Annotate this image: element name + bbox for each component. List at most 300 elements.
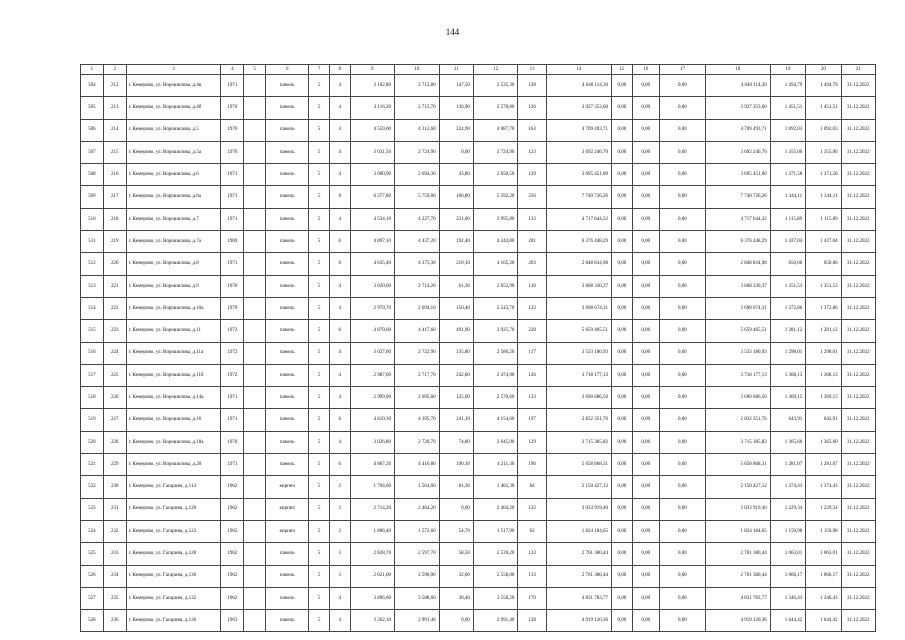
header-cell-floors: 7 — [309, 65, 330, 75]
cell-year-built: 1962 — [221, 498, 244, 520]
cell-living-area: 2 722,90 — [395, 342, 440, 364]
cell-cost-per-sqm: 1 351,53 — [770, 275, 805, 297]
cell-address: г. Кемерово, ул. Ворошилова, д.4в — [126, 75, 221, 97]
cell-col-16: 0,00 — [632, 141, 659, 163]
cell-year-built: 1971 — [221, 186, 244, 208]
cell-entrances: 8 — [329, 186, 350, 208]
cell-year-built: 1962 — [221, 543, 244, 565]
cell-wall-material: панель — [266, 97, 309, 119]
cell-col-15: 0,00 — [612, 431, 633, 453]
cell-cost-fund: 2 150 427,12 — [705, 476, 770, 498]
cell-residential-area: 2 474,90 — [473, 364, 518, 386]
cell-residents: 163 — [518, 119, 547, 141]
cell-living-area: 2 597,70 — [395, 543, 440, 565]
cell-house-id: 225 — [103, 364, 126, 386]
cell-col-17: 0,00 — [660, 231, 706, 253]
cell-cost-per-sqm: 1 372,86 — [770, 297, 805, 319]
cell-year-built: 1970 — [221, 297, 244, 319]
cell-house-id: 224 — [103, 342, 126, 364]
cell-col-15: 0,00 — [612, 320, 633, 342]
cell-entrances: 6 — [329, 320, 350, 342]
cell-living-area: 2 695,60 — [395, 387, 440, 409]
cell-total-area: 3 027,60 — [350, 342, 395, 364]
cell-col-17: 0,00 — [660, 498, 706, 520]
cell-cost-per-sqm: 1 494,79 — [770, 75, 805, 97]
cell-house-id: 226 — [103, 387, 126, 409]
cell-total-area: 4 810,30 — [350, 409, 395, 431]
cell-col-16: 0,00 — [632, 208, 659, 230]
cell-year-built: 1970 — [221, 97, 244, 119]
cell-year-built: 1970 — [221, 119, 244, 141]
cell-col-16: 0,00 — [632, 409, 659, 431]
cell-entrances: 4 — [329, 364, 350, 386]
cell-living-area: 2 712,80 — [395, 75, 440, 97]
cell-row-index: 519 — [81, 409, 104, 431]
cell-col-16: 0,00 — [632, 498, 659, 520]
cell-plan-date: 31.12.2022 — [841, 565, 875, 587]
cell-limit-per-sqm: 1 066,17 — [806, 565, 841, 587]
cell-residential-area: 3 925,70 — [473, 320, 518, 342]
cell-floors: 5 — [309, 275, 330, 297]
cell-limit-per-sqm: 1 159,98 — [806, 520, 841, 542]
cell-entrances: 6 — [329, 253, 350, 275]
cell-residents: 62 — [518, 520, 547, 542]
cell-plan-date: 31.12.2022 — [841, 476, 875, 498]
cell-residential-area: 3 558,20 — [473, 587, 518, 609]
cell-total-cost: 3 715 385,82 — [546, 431, 611, 453]
cell-cost-fund: 2 848 834,98 — [705, 253, 770, 275]
cell-cost-per-sqm: 1 437,04 — [770, 231, 805, 253]
header-cell-cost-fund: 18 — [705, 65, 770, 75]
cell-year-built: 1971 — [221, 75, 244, 97]
cell-total-area: 4 635,40 — [350, 253, 395, 275]
cell-col-15: 0,00 — [612, 97, 633, 119]
cell-house-id: 213 — [103, 97, 126, 119]
cell-col-16: 0,00 — [632, 476, 659, 498]
cell-residential-area: 1 517,90 — [473, 520, 518, 542]
cell-col-15: 0,00 — [612, 297, 633, 319]
cell-plan-date: 31.12.2022 — [841, 253, 875, 275]
cell-residents: 123 — [518, 141, 547, 163]
cell-residential-area: 2 578,80 — [473, 97, 518, 119]
cell-cost-per-sqm: 1 092,03 — [770, 119, 805, 141]
cell-cost-fund: 4 831 783,77 — [705, 587, 770, 609]
cell-col-5 — [244, 565, 266, 587]
cell-col-15: 0,00 — [612, 498, 633, 520]
cell-col-17: 0,00 — [660, 208, 706, 230]
cell-wall-material: панель — [266, 565, 309, 587]
cell-cost-per-sqm: 1 344,11 — [770, 186, 805, 208]
table-row — [81, 253, 876, 275]
table-row — [81, 275, 876, 297]
cell-total-cost: 4 919 120,36 — [546, 610, 611, 632]
cell-limit-per-sqm: 643,91 — [806, 409, 841, 431]
cell-address: г. Кемерово, ул. Ворошилова, д.16 — [126, 409, 221, 431]
cell-entrances: 4 — [329, 119, 350, 141]
cell-col-15: 0,00 — [612, 587, 633, 609]
cell-year-built: 1962 — [221, 587, 244, 609]
cell-nonliving-area: 125,00 — [439, 387, 473, 409]
cell-cost-fund: 3 695 451,00 — [705, 164, 770, 186]
cell-col-16: 0,00 — [632, 231, 659, 253]
cell-nonliving-area: 166,80 — [439, 186, 473, 208]
table-row — [81, 454, 876, 476]
cell-residents: 129 — [518, 431, 547, 453]
cell-col-15: 0,00 — [612, 476, 633, 498]
cell-total-area: 3 262,10 — [350, 610, 395, 632]
header-cell-address: 3 — [126, 65, 221, 75]
table-row — [81, 208, 876, 230]
cell-cost-per-sqm: 1 159,98 — [770, 520, 805, 542]
cell-total-cost: 2 848 834,98 — [546, 253, 611, 275]
cell-row-index: 507 — [81, 141, 104, 163]
cell-col-17: 0,00 — [660, 520, 706, 542]
cell-living-area: 2 717,70 — [395, 364, 440, 386]
cell-plan-date: 31.12.2022 — [841, 610, 875, 632]
cell-living-area: 4 395,70 — [395, 409, 440, 431]
cell-col-16: 0,00 — [632, 164, 659, 186]
cell-wall-material: панель — [266, 610, 309, 632]
cell-total-area: 4 534,10 — [350, 208, 395, 230]
cell-floors: 5 — [309, 164, 330, 186]
cell-year-built: 1962 — [221, 520, 244, 542]
cell-total-cost: 3 927 353,60 — [546, 97, 611, 119]
cell-col-16: 0,00 — [632, 342, 659, 364]
cell-total-cost: 2 150 427,12 — [546, 476, 611, 498]
cell-row-index: 513 — [81, 275, 104, 297]
cell-cost-fund: 3 692 246,70 — [705, 141, 770, 163]
cell-nonliving-area: 136,90 — [439, 97, 473, 119]
cell-address: г. Кемерово, ул. Ворошилова, д.7а — [126, 231, 221, 253]
cell-total-cost: 6 376 448,29 — [546, 231, 611, 253]
cell-cost-fund: 3 690 686,50 — [705, 387, 770, 409]
cell-address: г. Кемерово, ул. Ворошилова, д.11 — [126, 320, 221, 342]
cell-col-15: 0,00 — [612, 387, 633, 409]
cell-col-5 — [244, 75, 266, 97]
cell-floors: 5 — [309, 320, 330, 342]
cell-row-index: 524 — [81, 520, 104, 542]
cell-col-16: 0,00 — [632, 186, 659, 208]
cell-col-17: 0,00 — [660, 543, 706, 565]
header-cell-house-id: 2 — [103, 65, 126, 75]
cell-cost-fund: 3 533 180,93 — [705, 342, 770, 364]
cell-year-built: 1969 — [221, 231, 244, 253]
cell-row-index: 504 — [81, 75, 104, 97]
cell-col-17: 0,00 — [660, 431, 706, 453]
cell-residents: 123 — [518, 297, 547, 319]
cell-living-area: 4 416,80 — [395, 454, 440, 476]
cell-limit-per-sqm: 650,66 — [806, 253, 841, 275]
cell-entrances: 4 — [329, 141, 350, 163]
cell-house-id: 223 — [103, 320, 126, 342]
cell-address: г. Кемерово, ул. Ворошилова, д.6а — [126, 186, 221, 208]
cell-col-16: 0,00 — [632, 387, 659, 409]
cell-nonliving-area: 224,90 — [439, 119, 473, 141]
cell-nonliving-area: 210,10 — [439, 253, 473, 275]
cell-house-id: 236 — [103, 610, 126, 632]
table-row — [81, 387, 876, 409]
cell-total-area: 2 828,70 — [350, 543, 395, 565]
cell-nonliving-area: 30,40 — [439, 587, 473, 609]
cell-residential-area: 2 539,20 — [473, 543, 518, 565]
cell-residential-area: 2 724,90 — [473, 141, 518, 163]
cell-living-area: 2 694,30 — [395, 164, 440, 186]
cell-address: г. Кемерово, ул. Ворошилова, д.7 — [126, 208, 221, 230]
cell-total-cost: 2 832 351,76 — [546, 409, 611, 431]
cell-total-cost: 4 040 114,30 — [546, 75, 611, 97]
cell-house-id: 215 — [103, 141, 126, 163]
cell-col-17: 0,00 — [660, 409, 706, 431]
table-row — [81, 476, 876, 498]
header-cell-year-built: 4 — [221, 65, 244, 75]
cell-col-17: 0,00 — [660, 119, 706, 141]
cell-total-area: 3 000,90 — [350, 164, 395, 186]
cell-floors: 5 — [309, 186, 330, 208]
header-cell-living-area: 10 — [395, 65, 440, 75]
cell-nonliving-area: 242,80 — [439, 364, 473, 386]
cell-col-17: 0,00 — [660, 342, 706, 364]
cell-plan-date: 31.12.2022 — [841, 387, 875, 409]
cell-col-5 — [244, 543, 266, 565]
cell-total-area: 3 116,20 — [350, 97, 395, 119]
cell-year-built: 1970 — [221, 431, 244, 453]
header-cell-nonliving-area: 11 — [439, 65, 473, 75]
cell-row-index: 514 — [81, 297, 104, 319]
cell-plan-date: 31.12.2022 — [841, 498, 875, 520]
cell-col-5 — [244, 186, 266, 208]
cell-entrances: 4 — [329, 164, 350, 186]
cell-year-built: 1971 — [221, 409, 244, 431]
cell-residents: 128 — [518, 610, 547, 632]
cell-residential-area: 2 991,40 — [473, 610, 518, 632]
cell-limit-per-sqm: 1 644,42 — [806, 610, 841, 632]
cell-living-area: 2 991,40 — [395, 610, 440, 632]
cell-house-id: 227 — [103, 409, 126, 431]
cell-residential-area: 4 154,60 — [473, 409, 518, 431]
cell-wall-material: панель — [266, 587, 309, 609]
cell-wall-material: панель — [266, 297, 309, 319]
cell-total-cost: 3 695 451,00 — [546, 164, 611, 186]
cell-nonliving-area: 491,90 — [439, 320, 473, 342]
cell-total-cost: 4 831 783,77 — [546, 587, 611, 609]
cell-col-16: 0,00 — [632, 297, 659, 319]
cell-residents: 256 — [518, 186, 547, 208]
cell-plan-date: 31.12.2022 — [841, 520, 875, 542]
cell-wall-material: панель — [266, 75, 309, 97]
cell-total-area: 2 999,00 — [350, 387, 395, 409]
cell-floors: 5 — [309, 431, 330, 453]
cell-entrances: 4 — [329, 342, 350, 364]
cell-wall-material: панель — [266, 320, 309, 342]
cell-col-5 — [244, 297, 266, 319]
cell-residential-area: 2 586,20 — [473, 342, 518, 364]
cell-residential-area: 2 570,60 — [473, 387, 518, 409]
table-row — [81, 164, 876, 186]
cell-year-built: 1970 — [221, 141, 244, 163]
table-header-row — [81, 65, 876, 75]
cell-wall-material: панель — [266, 186, 309, 208]
cell-total-cost: 3 668 330,37 — [546, 275, 611, 297]
cell-col-15: 0,00 — [612, 610, 633, 632]
cell-cost-per-sqm: 643,91 — [770, 409, 805, 431]
cell-col-15: 0,00 — [612, 565, 633, 587]
cell-plan-date: 31.12.2022 — [841, 208, 875, 230]
header-cell-plan-date: 21 — [841, 65, 875, 75]
cell-entrances: 4 — [329, 587, 350, 609]
cell-total-cost: 7 740 726,26 — [546, 186, 611, 208]
cell-col-5 — [244, 141, 266, 163]
cell-total-cost: 2 761 380,44 — [546, 565, 611, 587]
cell-year-built: 1970 — [221, 275, 244, 297]
cell-limit-per-sqm: 1 368,13 — [806, 364, 841, 386]
cell-limit-per-sqm: 1 229,34 — [806, 498, 841, 520]
cell-floors: 5 — [309, 231, 330, 253]
cell-limit-per-sqm: 1 451,51 — [806, 97, 841, 119]
cell-entrances: 4 — [329, 610, 350, 632]
cell-total-area: 3 020,60 — [350, 275, 395, 297]
cell-total-area: 2 821,00 — [350, 565, 395, 587]
cell-nonliving-area: 0,00 — [439, 498, 473, 520]
cell-col-17: 0,00 — [660, 364, 706, 386]
cell-limit-per-sqm: 1 115,89 — [806, 208, 841, 230]
cell-col-5 — [244, 208, 266, 230]
cell-col-16: 0,00 — [632, 520, 659, 542]
cell-residential-area: 2 535,30 — [473, 75, 518, 97]
cell-address: г. Кемерово, ул. Ворошилова, д.9 — [126, 275, 221, 297]
cell-floors: 5 — [309, 97, 330, 119]
cell-address: г. Кемерово, ул. Ворошилова, д.5 — [126, 119, 221, 141]
cell-living-area: 2 715,70 — [395, 97, 440, 119]
cell-col-15: 0,00 — [612, 253, 633, 275]
cell-residents: 133 — [518, 565, 547, 587]
cell-total-cost: 5 658 868,31 — [546, 454, 611, 476]
cell-col-5 — [244, 231, 266, 253]
cell-address: г. Кемерово, ул. Ворошилова, д.4б — [126, 97, 221, 119]
cell-col-5 — [244, 275, 266, 297]
cell-row-index: 527 — [81, 587, 104, 609]
cell-plan-date: 31.12.2022 — [841, 231, 875, 253]
header-cell-col-5: 5 — [244, 65, 266, 75]
cell-entrances: 6 — [329, 231, 350, 253]
cell-wall-material: панель — [266, 275, 309, 297]
cell-residential-area: 2 650,50 — [473, 164, 518, 186]
cell-row-index: 521 — [81, 454, 104, 476]
cell-total-area: 4 867,20 — [350, 454, 395, 476]
cell-residents: 128 — [518, 75, 547, 97]
cell-cost-per-sqm: 1 644,42 — [770, 610, 805, 632]
cell-plan-date: 31.12.2022 — [841, 431, 875, 453]
table-row — [81, 297, 876, 319]
cell-wall-material: панель — [266, 253, 309, 275]
cell-floors: 5 — [309, 387, 330, 409]
cell-living-area: 2 694,10 — [395, 297, 440, 319]
cell-col-5 — [244, 587, 266, 609]
cell-col-15: 0,00 — [612, 342, 633, 364]
cell-wall-material: панель — [266, 409, 309, 431]
header-cell-limit-per-sqm: 20 — [806, 65, 841, 75]
cell-total-area: 3 026,80 — [350, 431, 395, 453]
cell-plan-date: 31.12.2022 — [841, 164, 875, 186]
table-row — [81, 498, 876, 520]
cell-nonliving-area: 0,00 — [439, 141, 473, 163]
cell-col-16: 0,00 — [632, 587, 659, 609]
cell-limit-per-sqm: 1 372,86 — [806, 297, 841, 319]
cell-living-area: 4 312,60 — [395, 119, 440, 141]
cell-limit-per-sqm: 1 344,11 — [806, 186, 841, 208]
header-cell-cost-per-sqm: 19 — [770, 65, 805, 75]
cell-col-16: 0,00 — [632, 97, 659, 119]
cell-col-17: 0,00 — [660, 275, 706, 297]
table-row — [81, 431, 876, 453]
cell-house-id: 212 — [103, 75, 126, 97]
cell-col-17: 0,00 — [660, 297, 706, 319]
cell-limit-per-sqm: 1 281,12 — [806, 320, 841, 342]
cell-cost-per-sqm: 1 298,01 — [770, 342, 805, 364]
header-cell-entrances: 8 — [329, 65, 350, 75]
cell-row-index: 506 — [81, 119, 104, 141]
cell-floors: 5 — [309, 342, 330, 364]
cell-entrances: 3 — [329, 543, 350, 565]
cell-plan-date: 31.12.2022 — [841, 141, 875, 163]
cell-col-15: 0,00 — [612, 520, 633, 542]
cell-wall-material: кирпич — [266, 476, 309, 498]
cell-cost-per-sqm: 1 281,07 — [770, 454, 805, 476]
cell-living-area: 2 720,70 — [395, 431, 440, 453]
cell-nonliving-area: 32,00 — [439, 565, 473, 587]
cell-residential-area: 4 244,80 — [473, 231, 518, 253]
cell-cost-fund: 3 927 353,60 — [705, 97, 770, 119]
cell-total-area: 4 559,00 — [350, 119, 395, 141]
cell-col-17: 0,00 — [660, 253, 706, 275]
cell-house-id: 216 — [103, 164, 126, 186]
cell-col-5 — [244, 342, 266, 364]
cell-limit-per-sqm: 1 063,01 — [806, 543, 841, 565]
cell-house-id: 234 — [103, 565, 126, 587]
cell-year-built: 1971 — [221, 454, 244, 476]
cell-entrances: 4 — [329, 431, 350, 453]
cell-col-17: 0,00 — [660, 387, 706, 409]
cell-living-area: 2 714,20 — [395, 275, 440, 297]
table-row — [81, 520, 876, 542]
cell-col-17: 0,00 — [660, 186, 706, 208]
cell-col-5 — [244, 431, 266, 453]
cell-row-index: 516 — [81, 342, 104, 364]
cell-floors: 5 — [309, 364, 330, 386]
cell-residents: 197 — [518, 409, 547, 431]
cell-floors: 5 — [309, 119, 330, 141]
cell-col-5 — [244, 253, 266, 275]
cell-cost-fund: 4 717 644,32 — [705, 208, 770, 230]
cell-cost-per-sqm: 650,66 — [770, 253, 805, 275]
cell-plan-date: 31.12.2022 — [841, 320, 875, 342]
cell-nonliving-area: 81,30 — [439, 476, 473, 498]
cell-residential-area: 2 543,70 — [473, 297, 518, 319]
header-cell-total-cost: 14 — [546, 65, 611, 75]
cell-cost-per-sqm: 1 369,15 — [770, 387, 805, 409]
cell-nonliving-area: 61,30 — [439, 275, 473, 297]
header-cell-total-area: 9 — [350, 65, 395, 75]
cell-nonliving-area: 0,00 — [439, 610, 473, 632]
cell-plan-date: 31.12.2022 — [841, 119, 875, 141]
cell-col-16: 0,00 — [632, 454, 659, 476]
cell-residents: 196 — [518, 454, 547, 476]
cell-total-area: 3 102,80 — [350, 75, 395, 97]
cell-nonliving-area: 150,40 — [439, 297, 473, 319]
cell-entrances: 4 — [329, 275, 350, 297]
table-row — [81, 342, 876, 364]
cell-address: г. Кемерово, ул. Ворошилова, д.11б — [126, 364, 221, 386]
cell-residents: 84 — [518, 476, 547, 498]
